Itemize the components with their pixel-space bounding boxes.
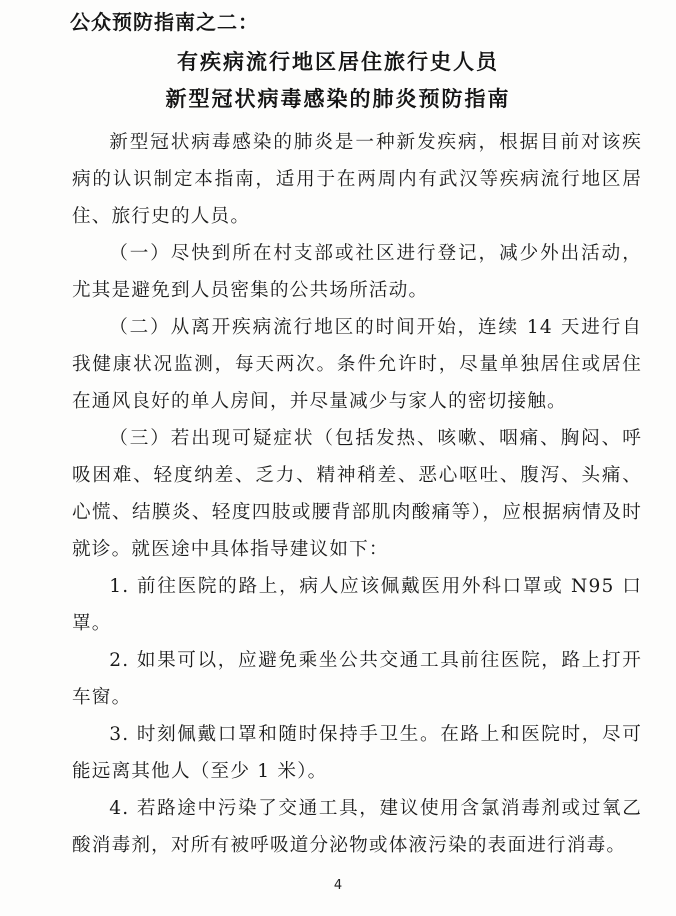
advice-item-3: 3. 时刻佩戴口罩和随时保持手卫生。在路上和医院时，尽可能远离其他人（至少 1 米）。 bbox=[72, 724, 642, 782]
guideline-1-paragraph: （一）尽快到所在村支部或社区进行登记，减少外出活动，尤其是避免到人员密集的公共场所活动。 bbox=[72, 243, 642, 301]
document-body bbox=[72, 124, 642, 864]
guideline-3-paragraph: （三）若出现可疑症状（包括发热、咳嗽、咽痛、胸闷、呼吸困难、轻度纳差、乏力、精神稍差、恶心呕吐、腹泻、头痛、心慌、结膜炎、轻度四肢或腰背部肌肉酸痛等），应根据病情及时就诊。就医途中具体指导建议如下： bbox=[72, 428, 642, 560]
series-title: 公众预防指南之二： bbox=[70, 10, 259, 34]
guideline-2-paragraph: （二）从离开疾病流行地区的时间开始，连续 14 天进行自我健康状况监测，每天两次。条件允许时，尽量单独居住或居住在通风良好的单人房间，并尽量减少与家人的密切接触。 bbox=[72, 317, 642, 412]
advice-item-1: 1. 前往医院的路上，病人应该佩戴医用外科口罩或 N95 口罩。 bbox=[72, 576, 642, 634]
page-number: 4 bbox=[333, 878, 343, 893]
advice-item-4: 4. 若路途中污染了交通工具，建议使用含氯消毒剂或过氧乙酸消毒剂，对所有被呼吸道分泌物或体液污染的表面进行消毒。 bbox=[72, 798, 642, 856]
document-title-line-1: 有疾病流行地区居住旅行史人员 bbox=[177, 50, 499, 74]
document-title-line-2: 新型冠状病毒感染的肺炎预防指南 bbox=[165, 87, 511, 111]
advice-item-2: 2. 如果可以，应避免乘坐公共交通工具前往医院，路上打开车窗。 bbox=[72, 650, 642, 708]
intro-paragraph: 新型冠状病毒感染的肺炎是一种新发疾病，根据目前对该疾病的认识制定本指南，适用于在两周内有武汉等疾病流行地区居住、旅行史的人员。 bbox=[72, 132, 642, 227]
